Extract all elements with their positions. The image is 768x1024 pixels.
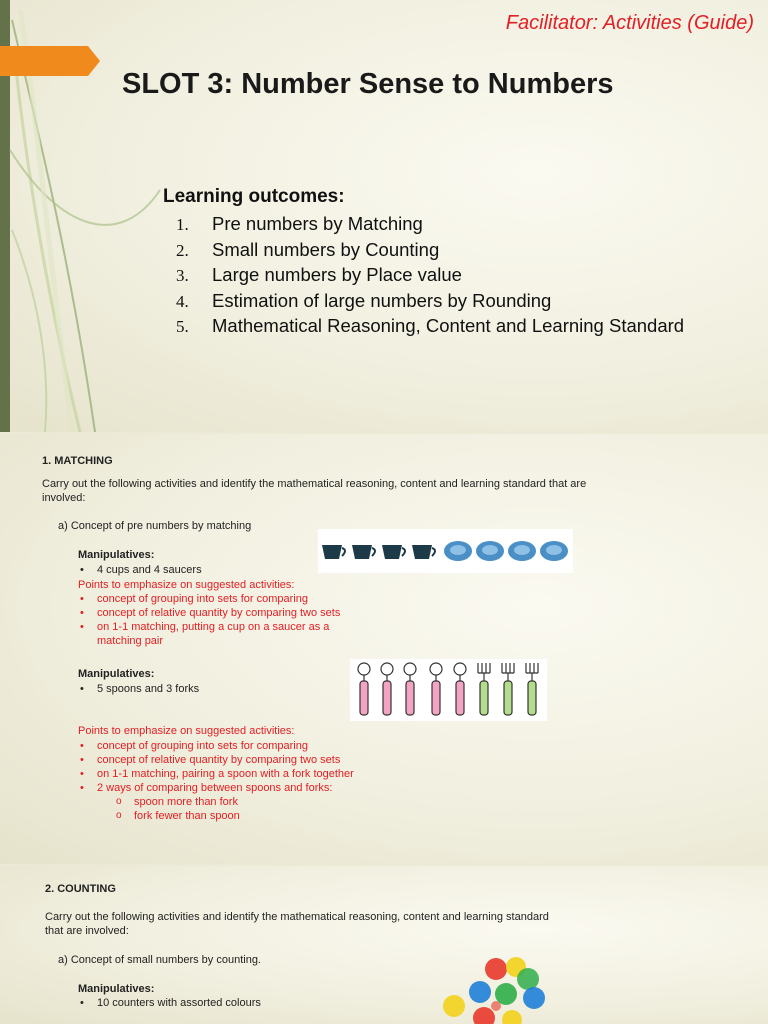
slide-title-heading: SLOT 3: Number Sense to Numbers [122, 68, 614, 100]
sub-bullet-icon: o [116, 796, 122, 807]
outcome-item: 5. Mathematical Reasoning, Content and Learning Standard [176, 315, 685, 336]
intro-text: Carry out the following activities and identify the mathematical reasoning, content and learning standard that are [42, 478, 587, 490]
cups-saucers-image [318, 529, 573, 573]
orange-tab [0, 46, 100, 76]
bullet-icon: • [80, 683, 84, 695]
point-item: concept of relative quantity by comparing two sets [97, 607, 341, 619]
bullet-icon: • [80, 754, 84, 766]
manipulatives-heading: Manipulatives: [78, 668, 155, 680]
slide-title [0, 0, 768, 432]
sub-point-item: fork fewer than spoon [134, 810, 240, 822]
facilitator-label: Facilitator: Activities (Guide) [505, 12, 754, 34]
outcomes-heading: Learning outcomes: [163, 186, 345, 207]
counters-image [438, 954, 552, 1024]
points-heading: Points to emphasize on suggested activities: [78, 725, 295, 737]
point-item: concept of relative quantity by comparing two sets [97, 754, 341, 766]
sub-heading: a) Concept of small numbers by counting. [58, 954, 261, 966]
bullet-icon: • [80, 782, 84, 794]
outcome-item: 3. Large numbers by Place value [176, 264, 462, 285]
manipulatives-heading: Manipulatives: [78, 549, 155, 561]
bullet-icon: • [80, 607, 84, 619]
intro-text: Carry out the following activities and identify the mathematical reasoning, content and learning standard [45, 911, 549, 923]
section-heading: 2. COUNTING [45, 883, 116, 895]
bullet-icon: • [80, 768, 84, 780]
bullet-icon: • [80, 564, 84, 576]
outcome-item: 1. Pre numbers by Matching [176, 213, 423, 234]
section-heading: 1. MATCHING [42, 455, 113, 467]
intro-text: that are involved: [45, 925, 129, 937]
spoons-forks-image [350, 659, 547, 721]
bullet-icon: • [80, 593, 84, 605]
manipulative-item: 10 counters with assorted colours [97, 997, 261, 1009]
manipulative-item: 5 spoons and 3 forks [97, 683, 200, 695]
point-item: on 1-1 matching, putting a cup on a saucer as a [97, 621, 330, 633]
slide-matching [0, 434, 768, 864]
point-item: on 1-1 matching, pairing a spoon with a fork together [97, 768, 354, 780]
bullet-icon: • [80, 621, 84, 633]
manipulative-item: 4 cups and 4 saucers [97, 564, 202, 576]
bullet-icon: • [80, 997, 84, 1009]
point-item: matching pair [97, 635, 164, 647]
sub-bullet-icon: o [116, 810, 122, 821]
manipulatives-heading: Manipulatives: [78, 983, 155, 995]
points-heading: Points to emphasize on suggested activities: [78, 579, 295, 591]
outcome-item: 4. Estimation of large numbers by Rounding [176, 289, 552, 311]
bullet-icon: • [80, 740, 84, 752]
slide-counting [0, 866, 768, 1024]
point-item: concept of grouping into sets for comparing [97, 740, 308, 752]
outcome-item: 2. Small numbers by Counting [176, 238, 440, 260]
point-item: 2 ways of comparing between spoons and forks: [97, 782, 333, 794]
outcomes-list [176, 211, 684, 339]
sub-heading: a) Concept of pre numbers by matching [58, 520, 252, 532]
intro-text: involved: [42, 492, 86, 504]
sub-point-item: spoon more than fork [134, 796, 238, 808]
point-item: concept of grouping into sets for comparing [97, 593, 308, 605]
